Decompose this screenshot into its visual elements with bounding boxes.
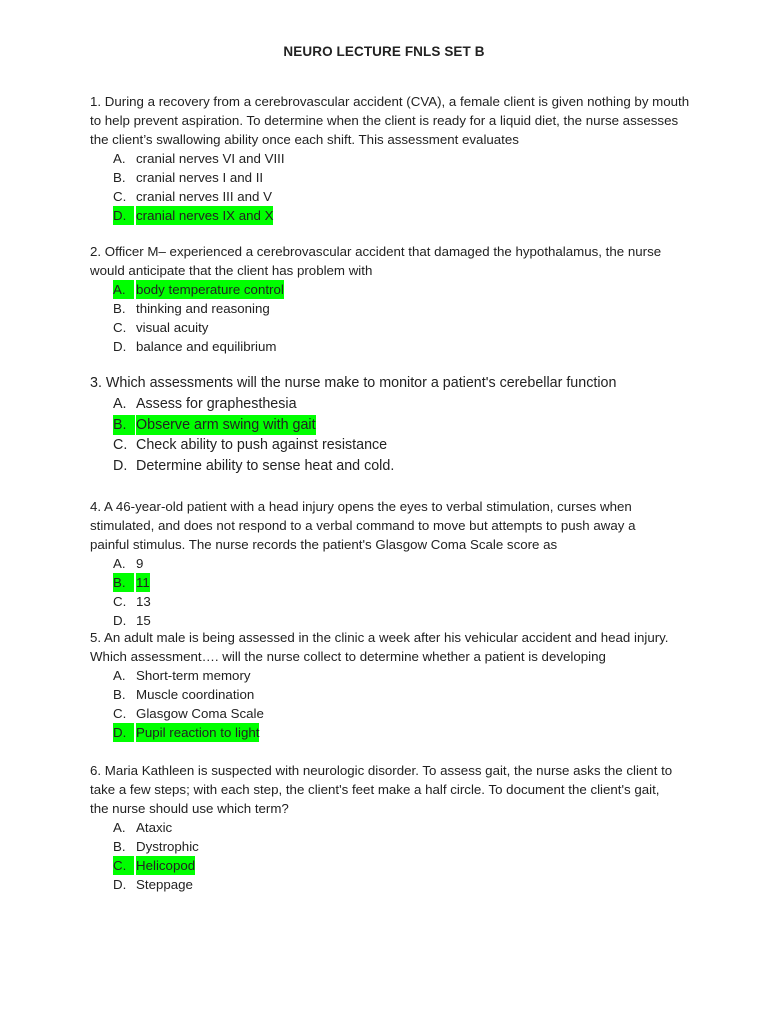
question-text: 6. Maria Kathleen is suspected with neurologic disorder. To assess gait, the nurse asks the client to take a few steps; with each step, the client's feet make a half circle. To document the client's gait, the nurse should use which term? [90, 763, 673, 816]
question-3 [90, 373, 730, 476]
option-a-correct [113, 280, 690, 299]
option-letter: D. [113, 206, 134, 225]
option-b [113, 168, 690, 187]
option-text: 15 [136, 613, 151, 628]
option-text: Assess for graphesthesia [136, 396, 297, 412]
option-letter: A. [113, 151, 126, 166]
question-6 [90, 761, 680, 894]
option-letter: A. [113, 820, 126, 835]
option-letter: B. [113, 839, 126, 854]
option-letter: B. [113, 415, 135, 436]
option-d [113, 337, 690, 356]
option-letter: A. [113, 396, 127, 412]
option-c [113, 318, 690, 337]
options-list [90, 149, 690, 225]
option-b-correct [113, 573, 670, 592]
option-letter: A. [113, 668, 126, 683]
option-text: Short-term memory [136, 668, 251, 683]
option-text: Determine ability to sense heat and cold. [136, 457, 395, 474]
option-letter: C. [113, 706, 127, 721]
option-text: Ataxic [136, 820, 173, 835]
options-list [90, 554, 670, 630]
option-a [113, 394, 730, 415]
option-a [113, 149, 690, 168]
option-b [113, 837, 680, 856]
option-d [113, 456, 730, 477]
option-text: Steppage [136, 877, 193, 892]
option-c [113, 592, 670, 611]
option-c [113, 187, 690, 206]
option-text: thinking and reasoning [136, 301, 270, 316]
option-b-correct [113, 415, 730, 436]
option-b [113, 685, 680, 704]
option-d [113, 875, 680, 894]
question-text: 4. A 46-year-old patient with a head injury opens the eyes to verbal stimulation, curses when stimulated, and does not respond to a verbal command to move but attempts to push away a painful stimulus. The nurse records the patient's Glasgow Coma Scale score as [90, 499, 636, 552]
option-b [113, 299, 690, 318]
option-text: 9 [136, 556, 144, 571]
option-a [113, 818, 680, 837]
option-letter: C. [113, 594, 127, 609]
option-text: cranial nerves IX and X [136, 208, 274, 223]
options-list [90, 394, 730, 476]
option-text: body temperature control [136, 282, 284, 297]
option-letter: C. [113, 189, 127, 204]
option-c [113, 435, 730, 456]
option-letter: B. [113, 301, 126, 316]
option-d-correct [113, 206, 690, 225]
option-text: Check ability to push against resistance [136, 437, 388, 453]
option-letter: C. [113, 320, 127, 335]
option-letter: A. [113, 556, 126, 571]
options-list [90, 666, 680, 742]
option-letter: C. [113, 437, 128, 453]
option-text: Helicopod [136, 858, 196, 873]
option-letter: D. [113, 877, 127, 892]
option-text: cranial nerves I and II [136, 170, 264, 185]
option-text: Dystrophic [136, 839, 199, 854]
question-text: 1. During a recovery from a cerebrovascular accident (CVA), a female client is given nothing by mouth to help prevent aspiration. To determine when the client is ready for a liquid diet, the nurse assesses the client’s swallowing ability once each shift. This assessment evaluates [90, 94, 690, 147]
question-1 [90, 92, 690, 225]
option-a [113, 666, 680, 685]
option-c [113, 704, 680, 723]
question-text: 2. Officer M– experienced a cerebrovascular accident that damaged the hypothalamus, the nurse would anticipate that the client has problem with [90, 244, 662, 278]
option-text: Muscle coordination [136, 687, 255, 702]
option-letter: D. [113, 457, 128, 474]
option-text: Observe arm swing with gait [136, 415, 316, 436]
option-text: 11 [136, 575, 150, 590]
question-4 [90, 497, 670, 630]
option-text: Glasgow Coma Scale [136, 706, 264, 721]
option-letter: B. [113, 687, 126, 702]
question-2 [90, 242, 690, 356]
option-text: cranial nerves III and V [136, 189, 272, 204]
option-letter: D. [113, 339, 127, 354]
option-letter: D. [113, 613, 127, 628]
options-list [90, 818, 680, 894]
question-text: 3. Which assessments will the nurse make to monitor a patient's cerebellar function [90, 375, 617, 391]
option-text: balance and equilibrium [136, 339, 277, 354]
option-c-correct [113, 856, 680, 875]
question-5 [90, 628, 680, 742]
option-d-correct [113, 723, 680, 742]
option-text: 13 [136, 594, 151, 609]
option-letter: B. [113, 170, 126, 185]
option-letter: C. [113, 856, 134, 875]
option-text: cranial nerves VI and VIII [136, 151, 285, 166]
option-letter: D. [113, 723, 134, 742]
page-title: NEURO LECTURE FNLS SET B [283, 44, 485, 59]
option-text: visual acuity [136, 320, 209, 335]
option-a [113, 554, 670, 573]
option-text: Pupil reaction to light [136, 725, 260, 740]
options-list [90, 280, 690, 356]
question-text: 5. An adult male is being assessed in the clinic a week after his vehicular accident and head injury. Which assessment…. will the nurse collect to determine whether a patient is developing [90, 630, 669, 664]
option-letter: A. [113, 280, 134, 299]
option-letter: B. [113, 573, 134, 592]
